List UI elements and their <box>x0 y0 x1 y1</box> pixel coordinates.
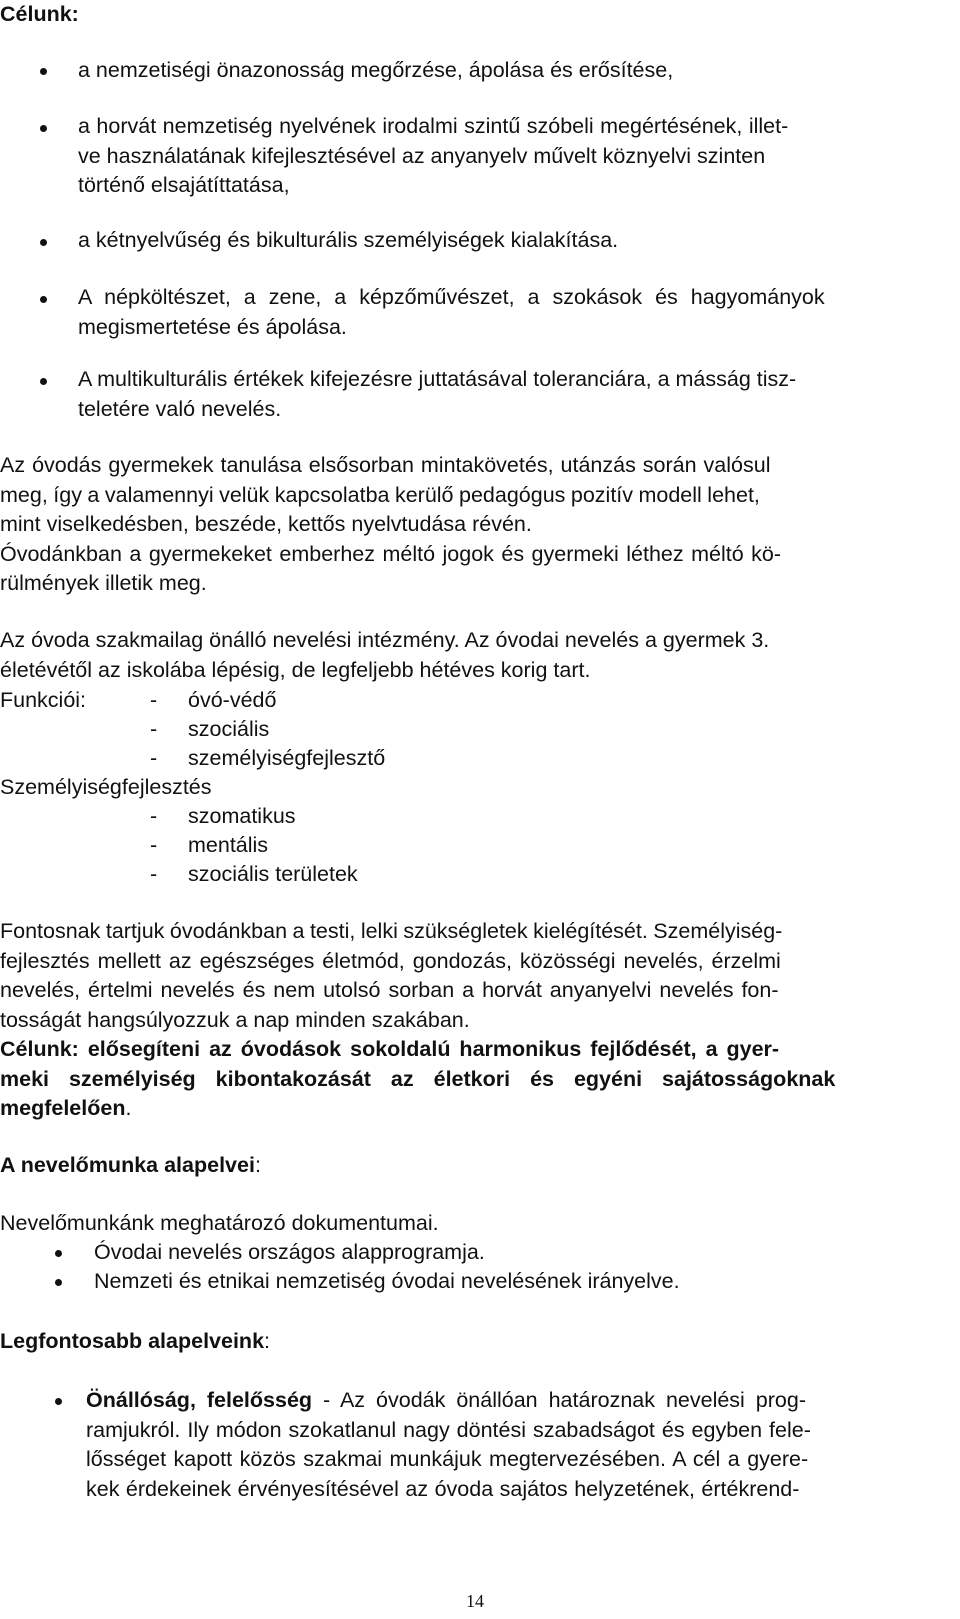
function-item-1: óvó-védő <box>188 688 277 712</box>
doc-item-2: Nemzeti és etnikai nemzetiség óvodai nevelésének irányelve. <box>94 1269 680 1293</box>
goal-item-5-line-2: teletére való nevelés. <box>78 396 282 421</box>
para2-line-1: Az óvoda szakmailag önálló nevelési intézmény. Az óvodai nevelés a gyermek 3. <box>0 628 770 652</box>
para3-line-2: fejlesztés mellett az egészséges életmód, gondozás, közösségi nevelés, érzelmi <box>0 948 781 973</box>
bullet-icon <box>55 1398 62 1405</box>
personality-item-2: mentális <box>188 833 269 857</box>
personality-item-3: szociális területek <box>188 862 358 886</box>
goal-item-2-line-1: a horvát nemzetiség nyelvének irodalmi szintű szóbeli megértésének, illet- <box>78 114 789 138</box>
goal-bold-line-1: Célunk: elősegíteni az óvodások sokoldalú harmonikus fejlődését, a gyer- <box>0 1037 780 1061</box>
function-item-3: személyiségfejlesztő <box>188 746 386 770</box>
para3-line-3: nevelés, értelmi nevelés és nem utolsó sorban a horvát anyanyelvi nevelés fon- <box>0 978 779 1003</box>
function-item-2: szociális <box>188 717 270 741</box>
goal-bold-line-3: megfelelően <box>0 1096 126 1121</box>
page-number: 14 <box>466 1591 484 1611</box>
colon: : <box>254 1153 261 1177</box>
dash: - <box>150 746 158 770</box>
goal-item-2 <box>78 112 926 201</box>
principles-heading-text: A nevelőmunka alapelvei <box>0 1153 255 1177</box>
bullet-icon <box>55 1250 62 1257</box>
para1-line-1: Az óvodás gyermekek tanulása elsősorban mintakövetés, utánzás során valósul <box>0 453 771 477</box>
goal-item-3: a kétnyelvűség és bikulturális személyiségek kialakítása. <box>78 228 619 252</box>
para3-line-4: tosságát hangsúlyozzuk a nap minden szakában. <box>0 1007 470 1032</box>
bullet-icon <box>40 296 47 303</box>
principle-1-line-1: - Az óvodák önállóan határoznak nevelési prog- <box>312 1388 807 1412</box>
goal-item-1: a nemzetiségi önazonosság megőrzése, ápolása és erősítése, <box>78 58 674 82</box>
bullet-icon <box>55 1279 62 1286</box>
main-principles-heading-text: Legfontosabb alapelveink <box>0 1329 265 1353</box>
goal-bold-period: . <box>125 1096 132 1121</box>
para1-line-5: rülmények illetik meg. <box>0 571 207 596</box>
paragraph-needs <box>0 917 926 1035</box>
goal-item-2-line-3: történő elsajátíttatása, <box>78 173 290 198</box>
para3-line-1: Fontosnak tartjuk óvodánkban a testi, lelki szükségletek kielégítését. Személyiség- <box>0 919 783 943</box>
para1-line-2: meg, így a valamennyi velük kapcsolatba kerülő pedagógus pozitív modell lehet, <box>0 482 760 507</box>
goal-bold-line-2: meki személyiség kibontakozását az életkori és egyéni sajátosságoknak <box>0 1066 836 1091</box>
personality-item-1: szomatikus <box>188 804 296 828</box>
paragraph-institution <box>0 626 926 685</box>
principle-item-1 <box>86 1386 926 1504</box>
goal-item-5-line-1: A multikulturális értékek kifejezésre juttatásával toleranciára, a másság tisz- <box>78 367 797 391</box>
functions-label: Funkciói: <box>0 688 87 712</box>
bullet-icon <box>40 68 47 75</box>
principles-heading <box>0 1151 261 1181</box>
goal-item-4-line-2: megismertetése és ápolása. <box>78 314 347 339</box>
principle-1-line-2: ramjukról. Ily módon szokatlanul nagy döntési szabadságot és egyben fele- <box>86 1417 811 1442</box>
bullet-icon <box>40 239 47 246</box>
docs-intro: Nevelőmunkánk meghatározó dokumentumai. <box>0 1211 439 1235</box>
para2-line-2: életévétől az iskolába lépésig, de legfeljebb hétéves korig tart. <box>0 657 591 682</box>
para1-line-3: mint viselkedésben, beszéde, kettős nyelvtudása révén. <box>0 512 532 537</box>
goal-item-4-line-1: A népköltészet, a zene, a képzőművészet, a szokások és hagyományok <box>78 285 825 309</box>
bullet-icon <box>40 125 47 132</box>
goal-statement <box>0 1035 926 1124</box>
principle-1-line-3: lősséget kapott közös szakmai munkájuk megtervezésében. A cél a gyere- <box>86 1447 809 1472</box>
goal-item-4 <box>78 283 926 342</box>
para1-line-4: Óvodánkban a gyermekeket emberhez méltó jogok és gyermeki léthez méltó kö- <box>0 541 782 566</box>
dash: - <box>150 717 158 741</box>
goal-item-2-line-2: ve használatának kifejlesztésével az anyanyelv művelt köznyelvi szinten <box>78 143 766 168</box>
dash: - <box>150 688 158 712</box>
personality-label: Személyiségfejlesztés <box>0 775 212 799</box>
bullet-icon <box>40 378 47 385</box>
dash: - <box>150 862 158 886</box>
principle-1-line-4: kek érdekeinek érvényesítésével az óvoda sajátos helyzetének, értékrend- <box>86 1476 800 1501</box>
colon: : <box>264 1329 271 1353</box>
goal-item-5 <box>78 365 926 424</box>
dash: - <box>150 804 158 828</box>
doc-item-1: Óvodai nevelés országos alapprogramja. <box>94 1240 485 1264</box>
principle-1-title: Önállóság, felelősség <box>86 1388 313 1412</box>
main-principles-heading <box>0 1327 270 1357</box>
paragraph-learning <box>0 451 926 599</box>
dash: - <box>150 833 158 857</box>
goals-heading: Célunk: <box>0 2 79 26</box>
